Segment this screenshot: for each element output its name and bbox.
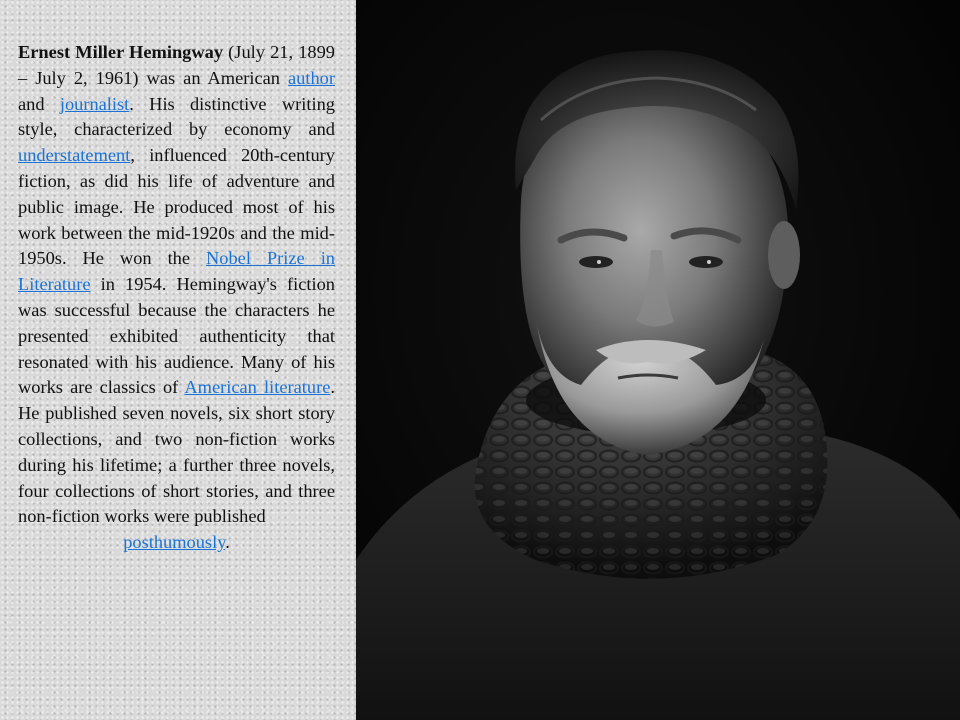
bio-text: .	[225, 532, 230, 553]
bio-text: in 1954. Hemingway's fiction was successful because the characters he presented exhibited authenticity that resonated with his audience. Many of his works are classics of	[18, 274, 335, 398]
link-posthumously[interactable]: posthumously	[123, 532, 226, 553]
bio-text: and	[18, 93, 60, 114]
link-journalist[interactable]: journalist	[59, 93, 130, 114]
link-author[interactable]: author	[288, 67, 335, 88]
bio-text: , influenced 20th-century fiction, as did his life of adventure and public image. He produced most of his work between the mid-1920s and the mid-1950s. He won the	[18, 145, 335, 269]
subject-name: Ernest Miller Hemingway	[18, 42, 224, 62]
last-line	[18, 530, 335, 556]
link-nobel-prize[interactable]: Nobel Prize in Literature	[18, 248, 335, 295]
link-understatement[interactable]: understatement	[18, 145, 131, 166]
portrait-photo	[356, 0, 960, 720]
bio-text: (July 21, 1899 – July 2, 1961) was an American	[18, 42, 335, 88]
text-panel	[0, 0, 356, 720]
biography-paragraph	[18, 40, 335, 556]
link-american-literature[interactable]: American literature	[184, 377, 331, 398]
bio-text: . He published seven novels, six short story collections, and two non-fiction works during his lifetime; a further three novels, four collections of short stories, and three non-fiction works were published	[18, 377, 335, 527]
portrait-image	[356, 0, 960, 720]
bio-text: . His distinctive writing style, characterized by economy and	[18, 93, 335, 140]
